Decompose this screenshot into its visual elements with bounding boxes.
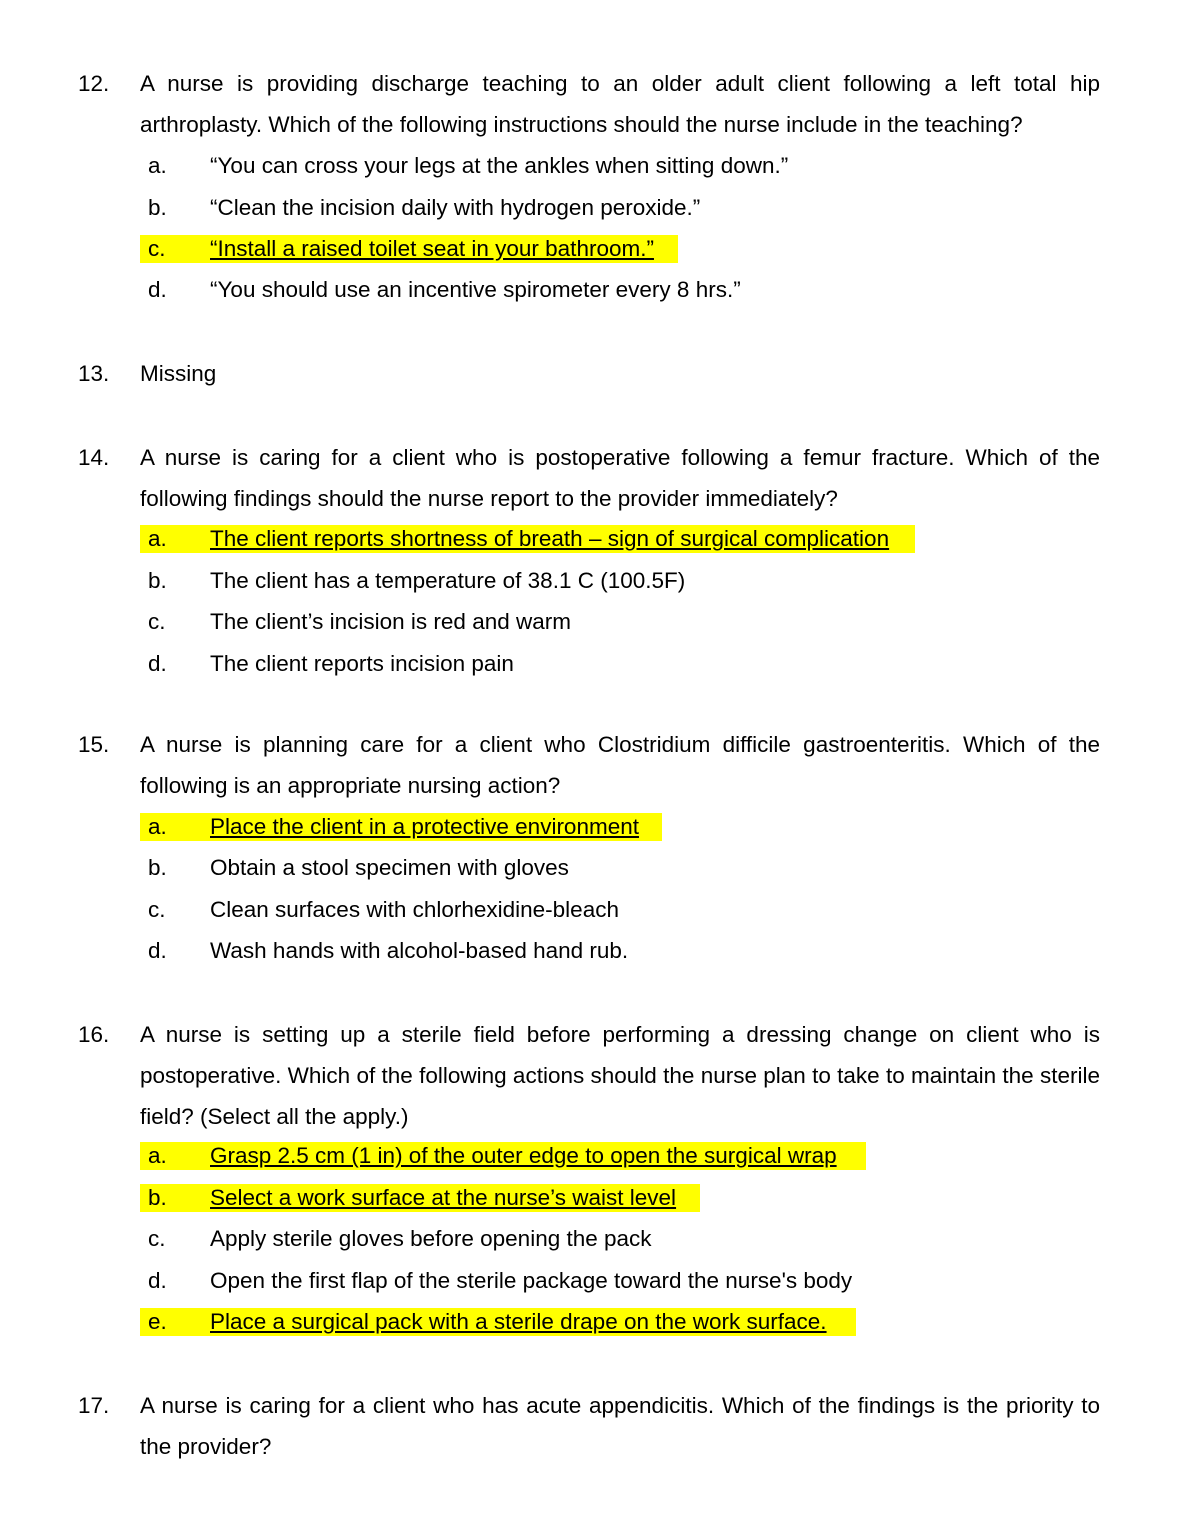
option-text: The client’s incision is red and warm [210, 609, 571, 634]
option-letter: c. [148, 1226, 166, 1251]
option-letter: d. [148, 938, 167, 963]
option-letter: a. [148, 526, 167, 551]
option-text: “Clean the incision daily with hydrogen peroxide.” [210, 195, 701, 220]
question-text: Missing [140, 361, 217, 386]
option-text: “Install a raised toilet seat in your bathroom.” [210, 236, 654, 261]
question-number: 13. [78, 361, 110, 386]
option-letter: d. [148, 651, 167, 676]
option-letter: a. [148, 814, 167, 839]
option-letter: a. [148, 153, 167, 178]
question-number: 14. [78, 445, 110, 470]
option-text: Clean surfaces with chlorhexidine-bleach [210, 897, 619, 922]
option-letter: e. [148, 1309, 167, 1334]
option-text: Grasp 2.5 cm (1 in) of the outer edge to open the surgical wrap [210, 1143, 837, 1168]
option-text: The client reports shortness of breath – sign of surgical complication [210, 526, 890, 551]
question-number: 16. [78, 1022, 110, 1047]
option-letter: b. [148, 855, 167, 880]
option-letter: c. [148, 897, 166, 922]
option-letter: d. [148, 277, 167, 302]
option-text: “You can cross your legs at the ankles when sitting down.” [210, 153, 789, 178]
option-text: Place a surgical pack with a sterile drape on the work surface. [210, 1309, 827, 1334]
option-text: The client has a temperature of 38.1 C (100.5F) [210, 568, 686, 593]
question-text: A nurse is planning care for a client who Clostridium difficile gastroenteritis. Which of the following is an appropriate nursing action? [140, 732, 1100, 798]
question-text: A nurse is caring for a client who is postoperative following a femur fracture. Which of the following findings should the nurse report to the provider immediately? [140, 445, 1100, 511]
option-letter: b. [148, 568, 167, 593]
option-letter: a. [148, 1143, 167, 1168]
option-text: “You should use an incentive spirometer every 8 hrs.” [210, 277, 741, 302]
option-letter: d. [148, 1268, 167, 1293]
option-letter: b. [148, 195, 167, 220]
option-text: Obtain a stool specimen with gloves [210, 855, 569, 880]
question-number: 17. [78, 1393, 110, 1418]
question-text: A nurse is setting up a sterile field before performing a dressing change on client who is postoperative. Which of the following actions should the nurse plan to take to maintain the sterile field? (Select all the apply.) [140, 1022, 1100, 1129]
question-text: A nurse is providing discharge teaching to an older adult client following a left total hip arthroplasty. Which of the following instructions should the nurse include in the teaching? [140, 71, 1100, 137]
option-letter: b. [148, 1185, 167, 1210]
option-text: Open the first flap of the sterile package toward the nurse's body [210, 1268, 853, 1293]
option-text: Place the client in a protective environment [210, 814, 639, 839]
option-text: Select a work surface at the nurse’s waist level [210, 1185, 677, 1210]
question-text: A nurse is caring for a client who has acute appendicitis. Which of the findings is the priority to the provider? [140, 1393, 1100, 1459]
option-text: The client reports incision pain [210, 651, 514, 676]
option-text: Wash hands with alcohol-based hand rub. [210, 938, 629, 963]
question-number: 12. [78, 71, 110, 96]
option-letter: c. [148, 609, 166, 634]
question-number: 15. [78, 732, 110, 757]
option-text: Apply sterile gloves before opening the pack [210, 1226, 652, 1251]
option-letter: c. [148, 236, 166, 261]
